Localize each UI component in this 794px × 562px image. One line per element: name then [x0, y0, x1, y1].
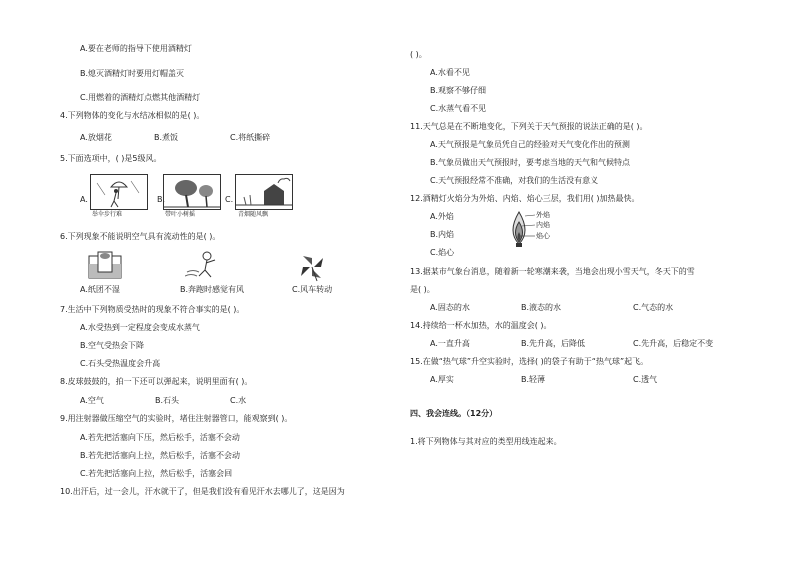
running-child-icon [185, 250, 227, 280]
q5-picture-c [235, 174, 293, 210]
q15-option-c: C.透气 [633, 375, 658, 384]
q9-option-a: A.若先把活塞向下压，然后松手，活塞不会动 [80, 433, 240, 442]
q12-option-c: C.焰心 [430, 248, 455, 257]
q3-option-a: A.要在老师的指导下使用酒精灯 [80, 44, 192, 53]
q8-option-a: A.空气 [80, 396, 104, 405]
q7-stem: 7.生活中下列物质受热时的现象不符合事实的是( )。 [60, 305, 245, 314]
q5-option-c: C. [225, 195, 234, 204]
q6-stem: 6.下列现象不能说明空气具有流动性的是( )。 [60, 232, 221, 241]
q7-option-a: A.水受热到一定程度会变成水蒸气 [80, 323, 200, 332]
q4-option-c: C.将纸撕碎 [230, 133, 271, 142]
q5-picture-a [90, 174, 148, 210]
flame-label-outer: 外焰 [536, 211, 550, 219]
q10-tail: ( )。 [410, 50, 427, 59]
pinwheel-icon [297, 252, 327, 282]
q9-option-c: C.若先把活塞向上拉，然后松手，活塞会回 [80, 469, 233, 478]
section4-title: 四、我会连线。（12分） [410, 409, 498, 418]
q4-option-a: A.放烟花 [80, 133, 112, 142]
q4-stem: 4.下列物体的变化与水结冰相似的是( )。 [60, 111, 205, 120]
q5-caption-b: 带叶小树摇 [165, 211, 196, 218]
q14-stem: 14.持续给一杯水加热，水的温度会( )。 [410, 321, 552, 330]
q13-stem-line1: 13.据某市气象台消息，随着新一轮寒潮来袭，当地会出现小雪天气，冬天下的雪 [410, 267, 695, 276]
q14-option-a: A.一直升高 [430, 339, 470, 348]
q6-picture-c [297, 252, 327, 282]
q8-option-c: C.水 [230, 396, 247, 405]
q11-stem: 11.天气总是在不断地变化，下列关于天气预报的说法正确的是( )。 [410, 122, 648, 131]
q9-stem: 9.用注射器做压缩空气的实验时，堵住注射器管口，能观察到( )。 [60, 414, 293, 423]
q13-stem-line2: 是( )。 [410, 285, 435, 294]
q7-option-b: B.空气受热会下降 [80, 341, 145, 350]
q10-stem: 10.出汗后，过一会儿，汗水就干了，但是我们没有看见汗水去哪儿了，这是因为 [60, 487, 345, 496]
q11-option-b: B.气象员做出天气预报时，要考虑当地的天气和气候特点 [430, 158, 631, 167]
walking-with-umbrella-icon [91, 175, 147, 209]
q10-option-a: A.水看不见 [430, 68, 470, 77]
q8-stem: 8.皮球鼓鼓的，拍一下还可以弹起来，说明里面有( )。 [60, 377, 253, 386]
q15-option-b: B.轻薄 [521, 375, 546, 384]
q13-option-b: B.液态的水 [521, 303, 562, 312]
q12-option-a: A.外焰 [430, 212, 454, 221]
q15-option-a: A.厚实 [430, 375, 454, 384]
swaying-tree-icon [164, 175, 220, 209]
q6-option-c: C.风车转动 [292, 285, 333, 294]
flame-label-inner: 内焰 [536, 221, 550, 229]
q13-option-a: A.固态的水 [430, 303, 470, 312]
q9-option-b: B.若先把活塞向上拉，然后松手，活塞不会动 [80, 451, 241, 460]
house-with-smoke-icon [236, 175, 292, 209]
q5-stem: 5.下面选项中，( )是5级风。 [60, 154, 162, 163]
q13-option-c: C.气态的水 [633, 303, 674, 312]
q12-stem: 12.酒精灯火焰分为外焰、内焰、焰心三层，我们用( )加热最快。 [410, 194, 640, 203]
q7-option-c: C.石头受热温度会升高 [80, 359, 161, 368]
q11-option-a: A.天气预报是气象员凭自己的经验对天气变化作出的预测 [430, 140, 630, 149]
q6-picture-a [85, 250, 125, 280]
q6-option-a: A.纸团不湿 [80, 285, 120, 294]
q5-picture-b [163, 174, 221, 210]
q11-option-c: C.天气预报经常不准确，对我们的生活没有意义 [430, 176, 599, 185]
flame-icon [505, 208, 565, 248]
q5-caption-c: 青烟随风飘 [238, 211, 269, 218]
q15-stem: 15.在做“热气球”升空实验时，选择( )的袋子有助于“热气球”起飞。 [410, 357, 649, 366]
q14-option-b: B.先升高，后降低 [521, 339, 586, 348]
q12-option-b: B.内焰 [430, 230, 455, 239]
q6-option-b: B.奔跑时感觉有风 [180, 285, 245, 294]
section4-instruction: 1.将下列物体与其对应的类型用线连起来。 [410, 437, 562, 446]
flame-label-core: 焰心 [536, 232, 550, 240]
q3-option-c: C.用燃着的酒精灯点燃其他酒精灯 [80, 93, 201, 102]
q10-option-b: B.观察不够仔细 [430, 86, 487, 95]
q3-option-b: B.熄灭酒精灯时要用灯帽盖灭 [80, 69, 185, 78]
flame-diagram [505, 208, 565, 248]
q5-option-a: A. [80, 195, 88, 204]
q5-caption-a: 举伞步行难 [92, 211, 123, 218]
q5-option-b: B. [157, 195, 166, 204]
glass-in-water-icon [85, 250, 125, 280]
q8-option-b: B.石头 [155, 396, 180, 405]
q6-picture-b [185, 250, 227, 280]
q4-option-b: B.煮饭 [154, 133, 179, 142]
q10-option-c: C.水蒸气看不见 [430, 104, 487, 113]
q14-option-c: C.先升高，后稳定不变 [633, 339, 714, 348]
